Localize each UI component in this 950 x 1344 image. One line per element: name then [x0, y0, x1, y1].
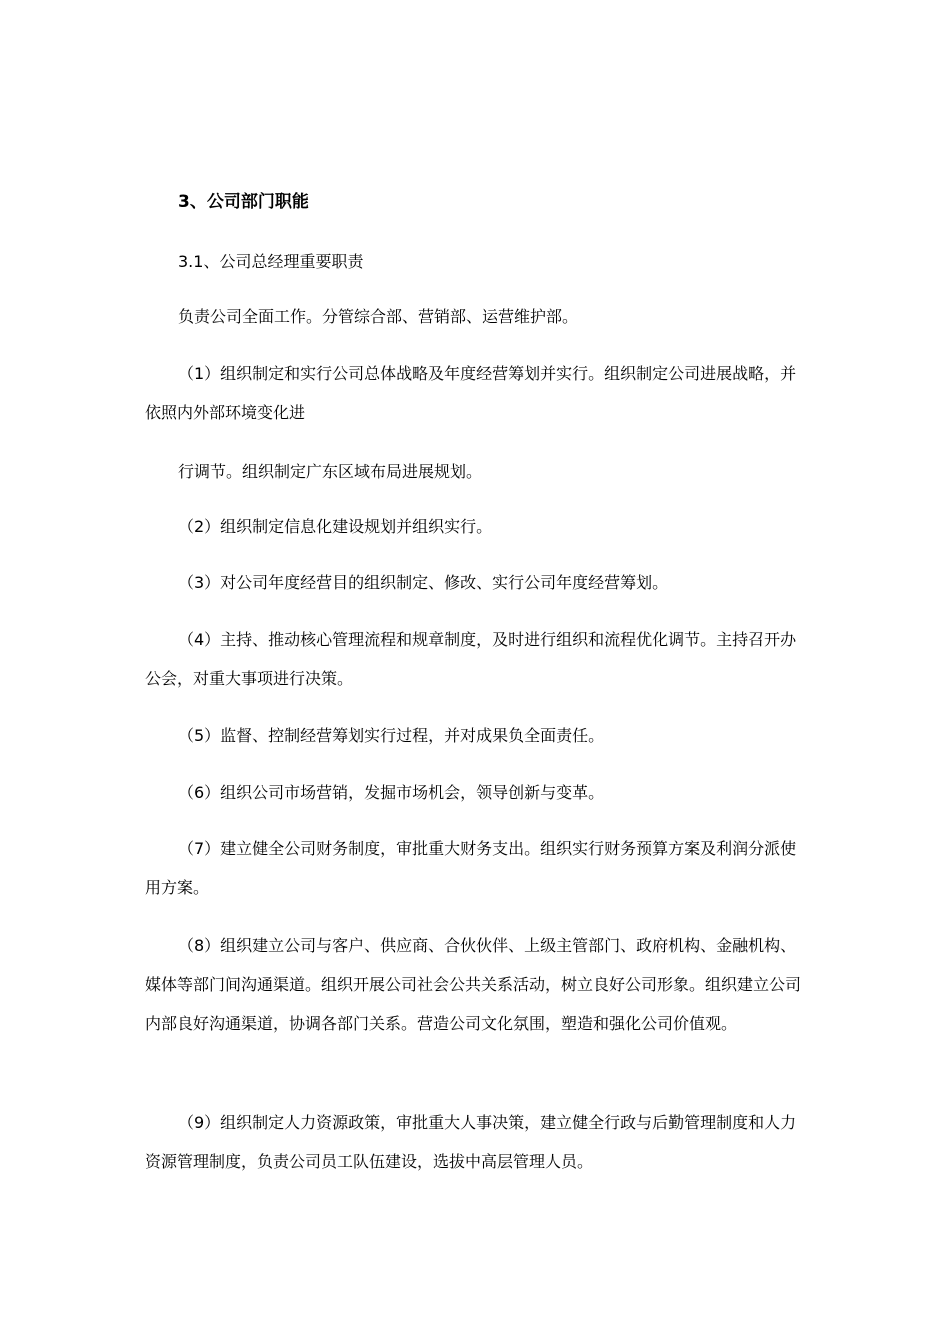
paragraph-item-4: （4）主持、推动核心管理流程和规章制度，及时进行组织和流程优化调节。主持召开办公会，对重大事项进行决策。 — [145, 630, 797, 688]
paragraph-item-1: （1）组织制定和实行公司总体战略及年度经营筹划并实行。组织制定公司进展战略，并依照内外部环境变化进 — [145, 364, 797, 422]
paragraph-item-1-continued: 行调节。组织制定广东区域布局进展规划。 — [178, 462, 483, 481]
paragraph-item-3: （3）对公司年度经营目的组织制定、修改、实行公司年度经营筹划。 — [178, 573, 669, 592]
paragraph-item-8: （8）组织建立公司与客户、供应商、合伙伙伴、上级主管部门、政府机构、金融机构、媒体等部门间沟通渠道。组织开展公司社会公共关系活动，树立良好公司形象。组织建立公司内部良好沟通渠道，协调各部门关系。营造公司文化氛围，塑造和强化公司价值观。 — [145, 936, 802, 1033]
subsection-heading: 3.1、公司总经理重要职责 — [178, 252, 364, 271]
paragraph-item-5: （5）监督、控制经营筹划实行过程，并对成果负全面责任。 — [178, 726, 605, 745]
section-heading: 3、公司部门职能 — [178, 192, 309, 212]
paragraph-item-7: （7）建立健全公司财务制度，审批重大财务支出。组织实行财务预算方案及利润分派使用方案。 — [145, 839, 797, 897]
paragraph-item-2: （2）组织制定信息化建设规划并组织实行。 — [178, 517, 493, 536]
paragraph-item-6: （6）组织公司市场营销，发掘市场机会，领导创新与变革。 — [178, 783, 605, 802]
paragraph-item-9: （9）组织制定人力资源政策，审批重大人事决策，建立健全行政与后勤管理制度和人力资源管理制度，负责公司员工队伍建设，选拔中高层管理人员。 — [145, 1113, 797, 1171]
paragraph-overview: 负责公司全面工作。分管综合部、营销部、运营维护部。 — [178, 307, 579, 326]
